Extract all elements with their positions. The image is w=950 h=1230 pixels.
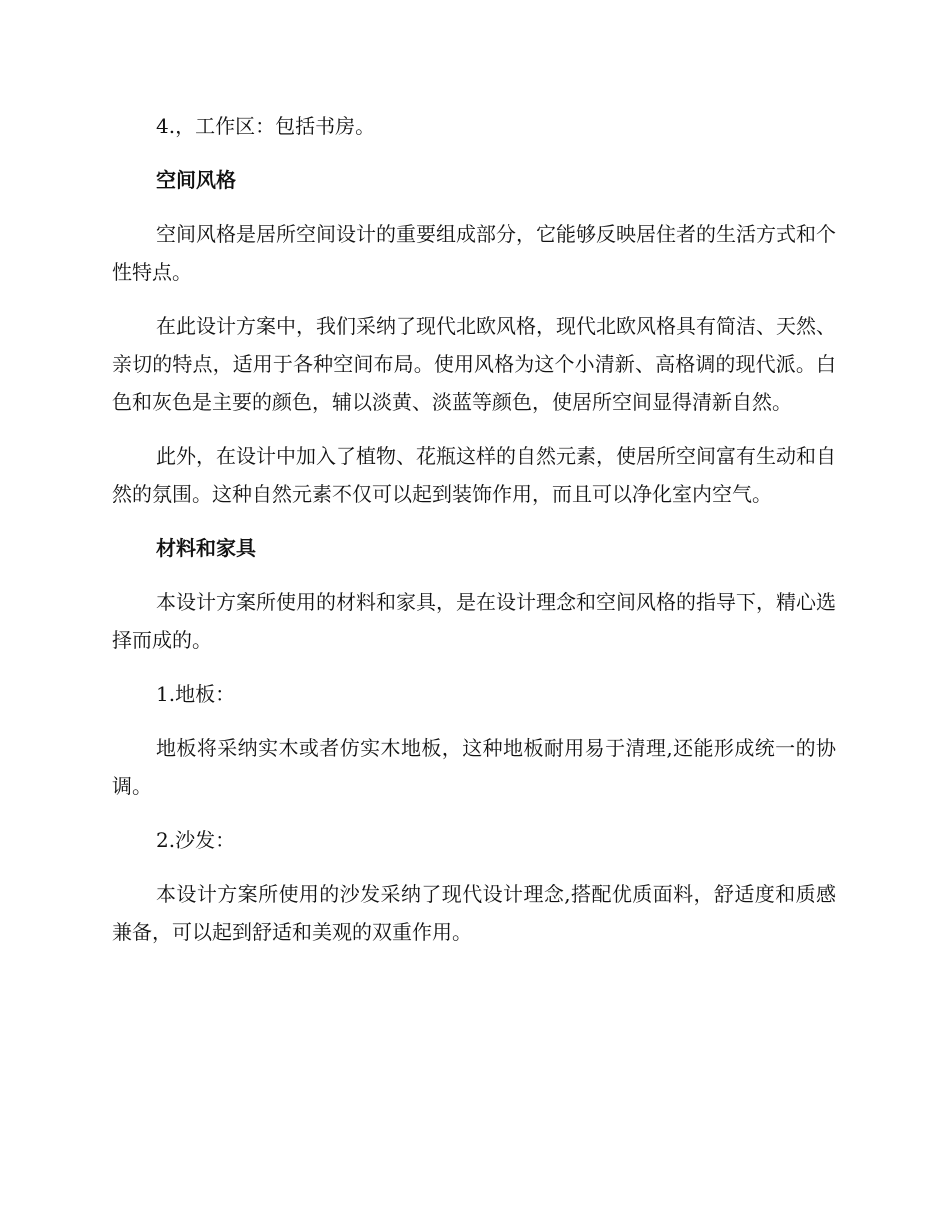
list-item-workspace: 4.，工作区：包括书房。 bbox=[156, 114, 376, 138]
heading-space-style: 空间风格 bbox=[156, 168, 236, 192]
paragraph-space-style-intro: 空间风格是居所空间设计的重要组成部分，它能够反映居住者的生活方式和个性特点。 bbox=[112, 222, 836, 284]
paragraph-nordic-style: 在此设计方案中，我们采纳了现代北欧风格，现代北欧风格具有简洁、天然、亲切的特点，适用于各种空间布局。使用风格为这个小清新、高格调的现代派。白色和灰色是主要的颜色，辅以淡黄、淡蓝等颜色，使居所空间显得清新自然。 bbox=[112, 314, 836, 414]
list-item-sofa: 2.沙发： bbox=[156, 828, 236, 852]
paragraph-floor: 地板将采纳实木或者仿实木地板，这种地板耐用易于清理,还能形成统一的协调。 bbox=[112, 736, 836, 798]
heading-materials-furniture: 材料和家具 bbox=[156, 536, 256, 560]
list-item-floor: 1.地板： bbox=[156, 682, 236, 706]
document-body bbox=[112, 107, 836, 967]
paragraph-materials-intro: 本设计方案所使用的材料和家具，是在设计理念和空间风格的指导下，精心选择而成的。 bbox=[112, 590, 836, 652]
paragraph-natural-elements: 此外，在设计中加入了植物、花瓶这样的自然元素，使居所空间富有生动和自然的氛围。这种自然元素不仅可以起到装饰作用，而且可以净化室内空气。 bbox=[112, 444, 836, 506]
paragraph-sofa: 本设计方案所使用的沙发采纳了现代设计理念,搭配优质面料，舒适度和质感兼备，可以起到舒适和美观的双重作用。 bbox=[112, 882, 836, 944]
